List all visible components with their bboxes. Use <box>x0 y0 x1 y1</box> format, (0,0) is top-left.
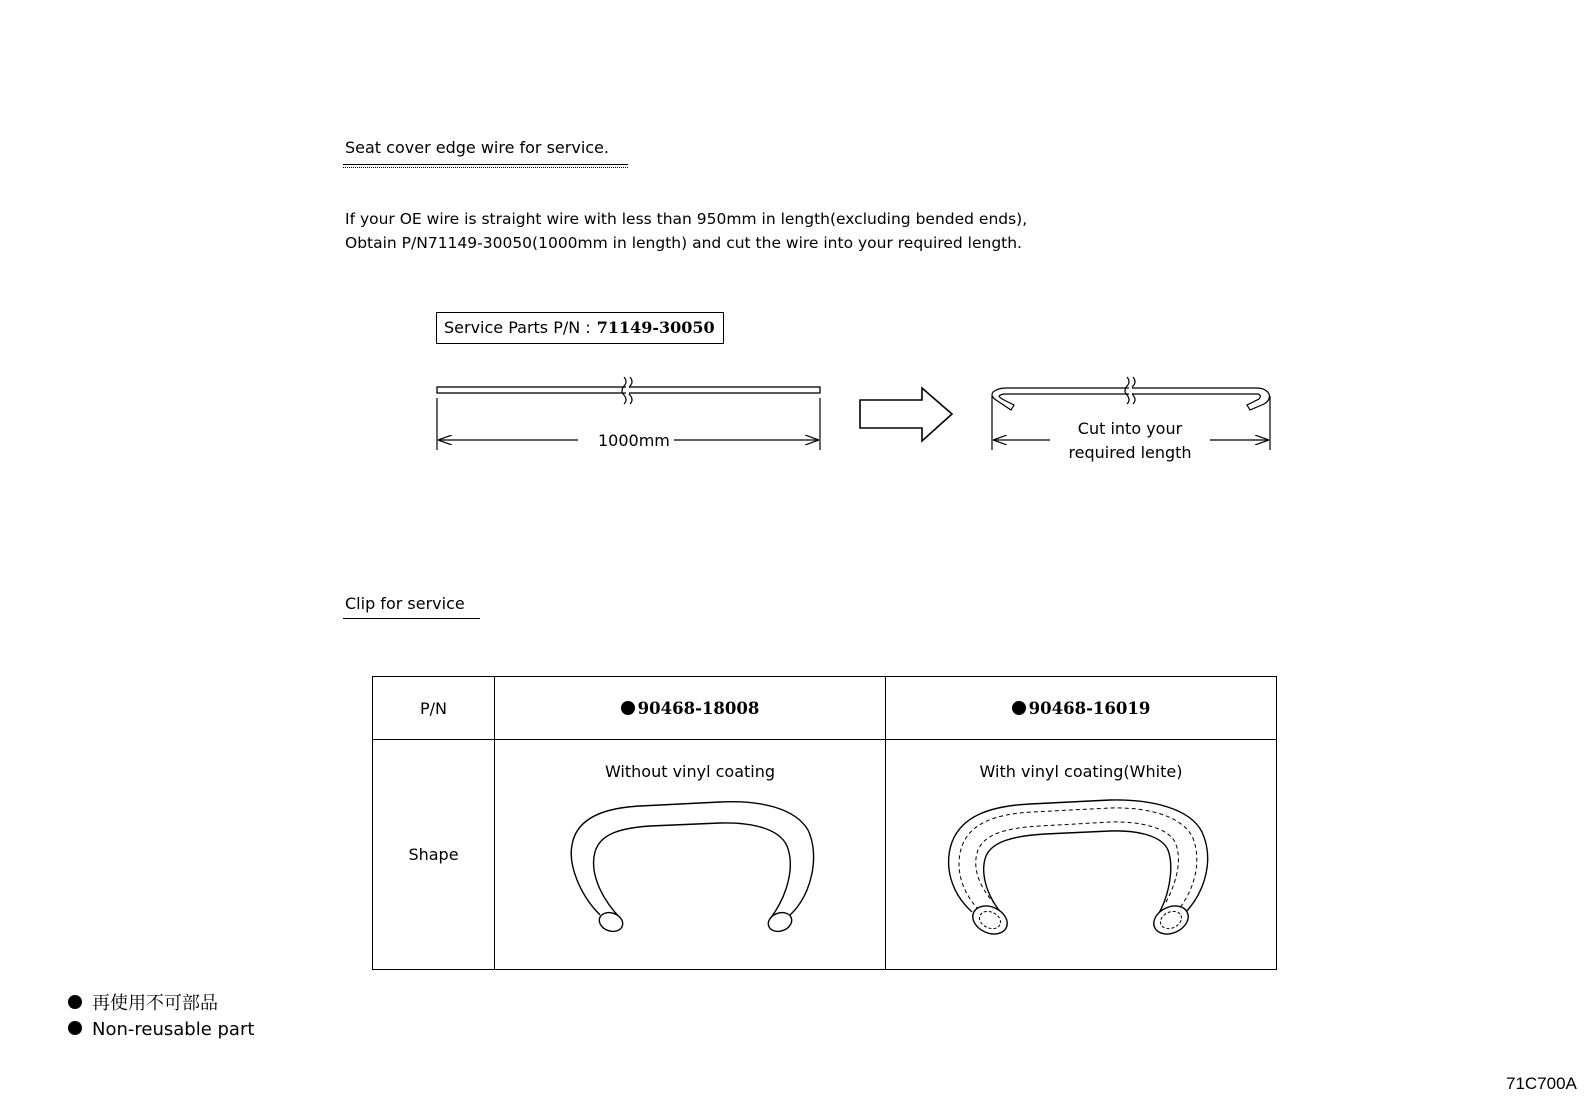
legend <box>68 991 254 1043</box>
wire-length-label: 1000mm <box>594 431 674 450</box>
straight-wire <box>437 377 820 404</box>
shape-desc-2: With vinyl coating(White) <box>979 762 1183 781</box>
cut-label-line-2: required length <box>1068 443 1192 462</box>
instruction-line-1: If your OE wire is straight wire with less than 950mm in length(excluding bended ends), <box>345 210 1028 228</box>
shape-desc-1: Without vinyl coating <box>604 762 776 781</box>
service-parts-number: 71149-30050 <box>596 318 715 337</box>
pn-cell-2 <box>886 677 1277 740</box>
table-row-pn <box>373 677 1277 740</box>
non-reusable-bullet-icon <box>621 701 635 715</box>
shape-cell-1 <box>495 740 886 970</box>
legend-english-text: Non-reusable part <box>92 1019 255 1040</box>
service-parts-label: Service Parts P/N : <box>444 318 591 337</box>
row-header-pn: P/N <box>373 677 495 740</box>
wire-section-heading: Seat cover edge wire for service. <box>345 138 609 157</box>
bullet-icon <box>68 1021 82 1035</box>
cut-length-label <box>1050 417 1210 465</box>
right-arrow-icon <box>860 388 952 441</box>
instruction-line-2: Obtain P/N71149-30050(1000mm in length) and cut the wire into your required length. <box>345 234 1022 252</box>
legend-line-japanese <box>68 991 254 1017</box>
clip-section-heading: Clip for service <box>345 594 465 613</box>
row-header-shape: Shape <box>373 740 495 970</box>
legend-line-english <box>68 1017 254 1043</box>
legend-japanese-text: 再使用不可部品 <box>92 993 218 1014</box>
bent-wire <box>992 377 1269 410</box>
clip-table <box>372 676 1277 970</box>
figure-code: 71C700A <box>1506 1074 1577 1093</box>
cut-label-line-1: Cut into your <box>1077 419 1183 438</box>
non-reusable-bullet-icon <box>1012 701 1026 715</box>
shape-cell-2 <box>886 740 1277 970</box>
pn-cell-1 <box>495 677 886 740</box>
bullet-icon <box>68 995 82 1009</box>
table-row-shape <box>373 740 1277 970</box>
part-number-1: 90468-18008 <box>637 698 760 718</box>
part-number-2: 90468-16019 <box>1028 698 1151 718</box>
clip-heading-underline <box>343 618 480 619</box>
